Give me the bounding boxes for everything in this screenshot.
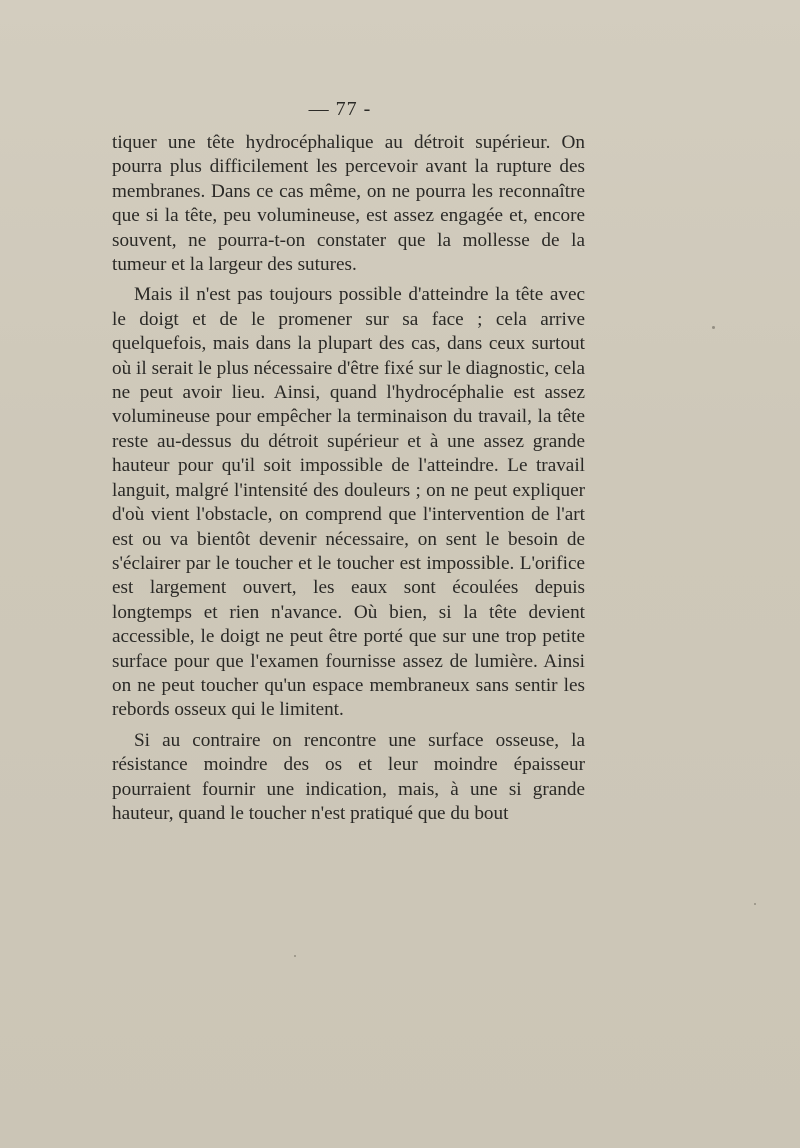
body-text [112,131,585,826]
paragraph-bone-surface: Si au contraire on rencontre une surface osseuse, la résistance moindre des os et leur moindre épaisseur pourraient fournir une indication, mais, à une si grande hauteur, quand le toucher n'est pratiqué que du bout [112,729,585,824]
paragraph-diagnosis-difficulty: Mais il n'est pas toujours possible d'atteindre la tête avec le doigt et de le promener sur sa face ; cela arrive quelquefois, mais dans la plupart des cas, dans ceux surtout où il serait le plus nécessaire d'être fixé sur le diagnostic, cela ne peut avoir lieu. Ainsi, quand l'hydrocéphalie est assez volumineuse pour empêcher la terminaison du travail, la tête reste au-dessus du détroit supérieur et à une assez grande hauteur pour qu'il soit impossible de l'atteindre. Le travail languit, malgré l'intensité des douleurs ; on ne peut expliquer d'où vient l'obstacle, on comprend que l'intervention de l'art est ou va bientôt devenir nécessaire, on sent le besoin de s'éclairer par le toucher et le toucher est impossible. L'orifice est largement ouvert, les eaux sont écoulées depuis longtemps et rien n'avance. Où bien, si la tête devient accessible, le doigt ne peut être porté que sur une trop petite surface pour que l'examen fournisse assez de lumière. Ainsi on ne peut toucher qu'un espace membraneux sans sentir les rebords osseux qui le limitent. [112,284,585,721]
page-number: — 77 - [308,98,372,120]
paragraph-continuation: tiquer une tête hydrocéphalique au détroit supérieur. On pourra plus difficilement les percevoir avant la rupture des membranes. Dans ce cas même, on ne pourra les reconnaître que si la tête, peu volumineuse, est assez engagée et, encore souvent, ne pourra-t-on constater que la mollesse de la tumeur et la largeur des sutures. [112,132,585,276]
paper-speck [712,326,715,329]
paper-speck [754,903,756,905]
paper-speck [294,955,296,957]
